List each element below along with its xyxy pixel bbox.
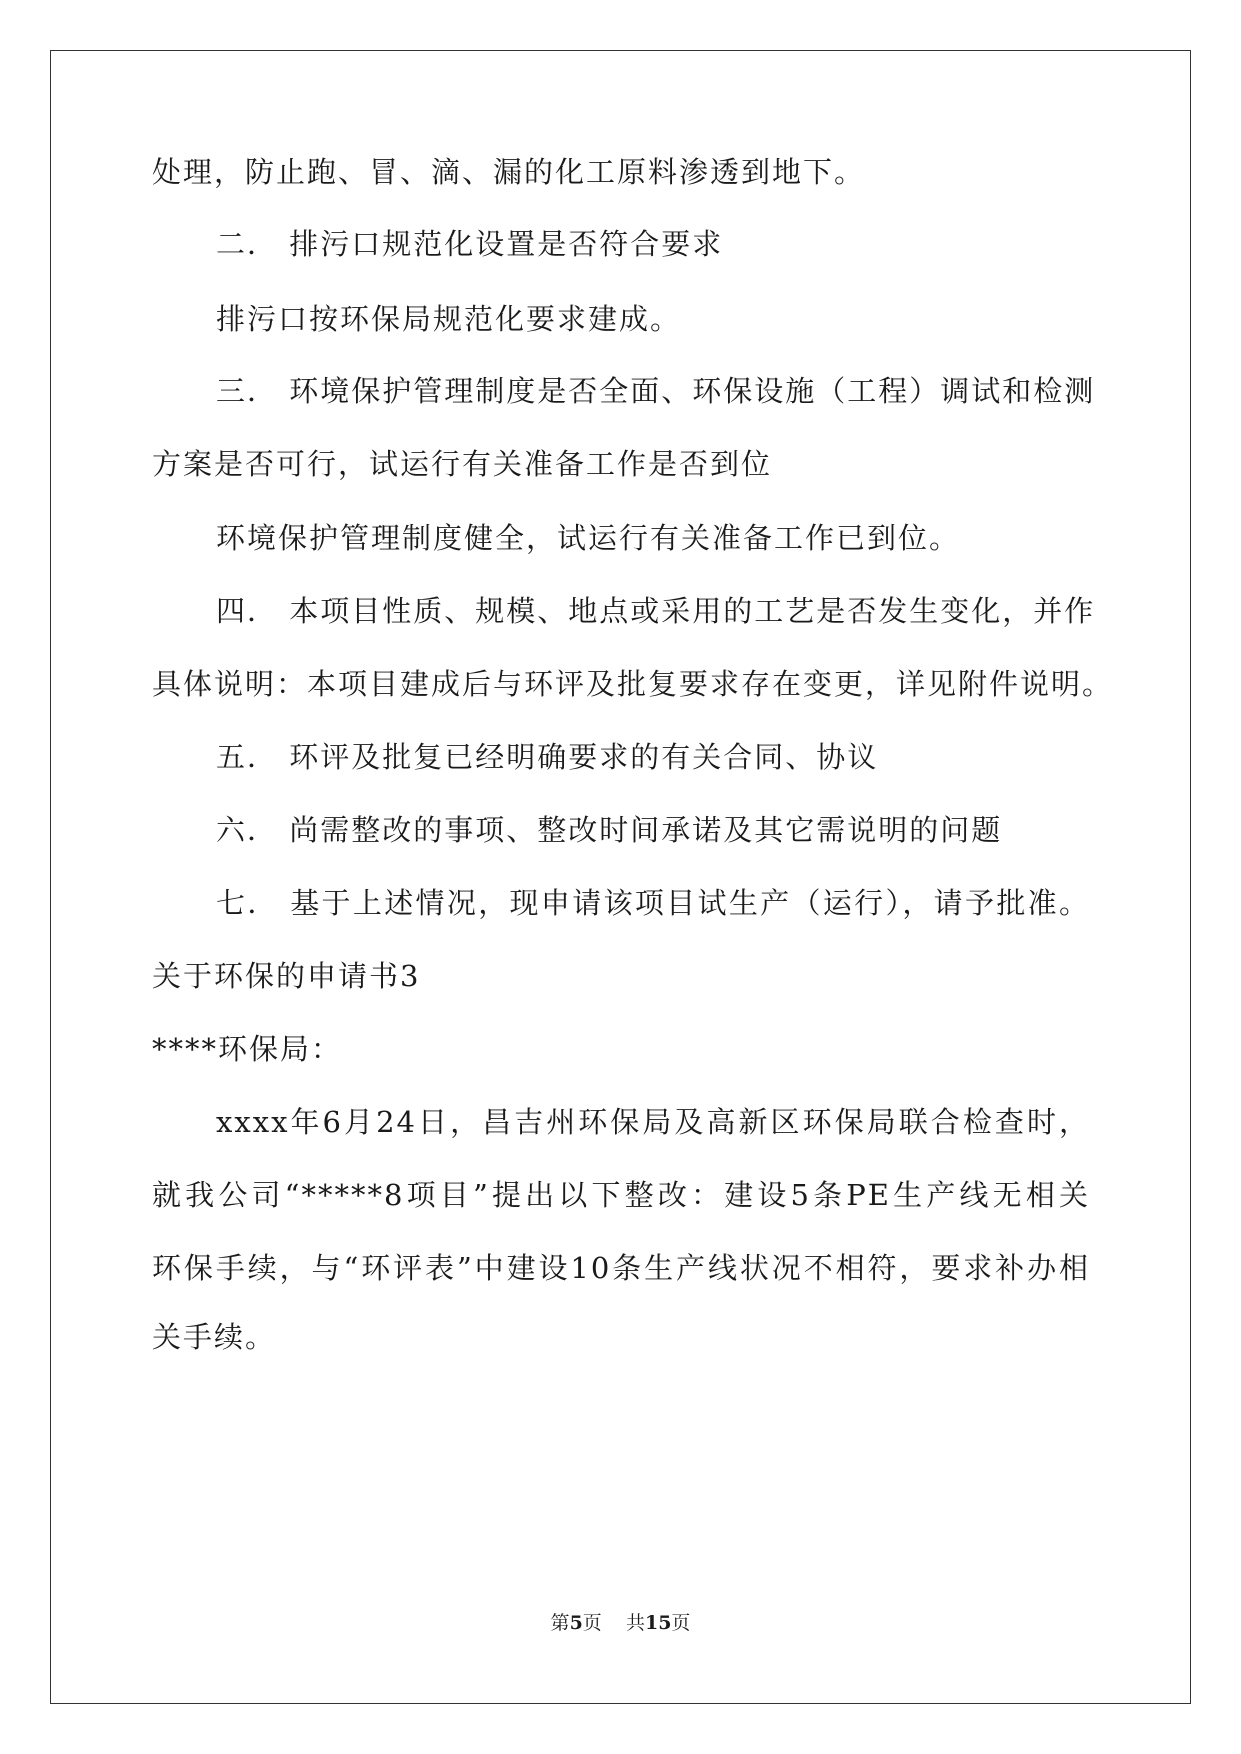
page-footer xyxy=(0,1611,1241,1635)
section-heading: 七． 基于上述情况，现申请该项目试生产（运行），请予批准。 xyxy=(216,886,1090,920)
paragraph-line: 环境保护管理制度健全，试运行有关准备工作已到位。 xyxy=(216,521,961,555)
section-heading: 二． 排污口规范化设置是否符合要求 xyxy=(216,227,724,261)
paragraph-line: 就我公司“*****8项目”提出以下整改：建设5条PE生产线无相关 xyxy=(152,1178,1090,1212)
salutation: ****环保局： xyxy=(152,1032,343,1066)
paragraph-line: 排污口按环保局规范化要求建成。 xyxy=(216,302,682,336)
section-heading: 六． 尚需整改的事项、整改时间承诺及其它需说明的问题 xyxy=(216,813,1003,847)
paragraph-line: 处理，防止跑、冒、滴、漏的化工原料渗透到地下。 xyxy=(152,155,866,189)
section-heading: 四． 本项目性质、规模、地点或采用的工艺是否发生变化，并作 xyxy=(216,594,1096,628)
page-border xyxy=(50,50,1191,1704)
paragraph-line: 具体说明：本项目建成后与环评及批复要求存在变更，详见附件说明。 xyxy=(152,667,1114,701)
document-title: 关于环保的申请书3 xyxy=(152,959,421,993)
total-pages-number: 15 xyxy=(644,1612,672,1634)
section-heading-continued: 方案是否可行，试运行有关准备工作是否到位 xyxy=(152,447,773,481)
section-heading: 五． 环评及批复已经明确要求的有关合同、协议 xyxy=(216,740,879,774)
paragraph-line: 环保手续，与“环评表”中建设10条生产线状况不相符，要求补办相 xyxy=(152,1251,1090,1285)
section-heading: 三． 环境保护管理制度是否全面、环保设施（工程）调试和检测 xyxy=(216,374,1096,408)
footer-middle: 页 共 xyxy=(582,1612,645,1634)
paragraph-line: xxxx年6月24日，昌吉州环保局及高新区环保局联合检查时， xyxy=(216,1105,1090,1139)
current-page-number: 5 xyxy=(569,1612,583,1634)
footer-suffix: 页 xyxy=(671,1612,691,1634)
paragraph-line: 关手续。 xyxy=(152,1320,277,1354)
footer-prefix: 第 xyxy=(550,1612,570,1634)
